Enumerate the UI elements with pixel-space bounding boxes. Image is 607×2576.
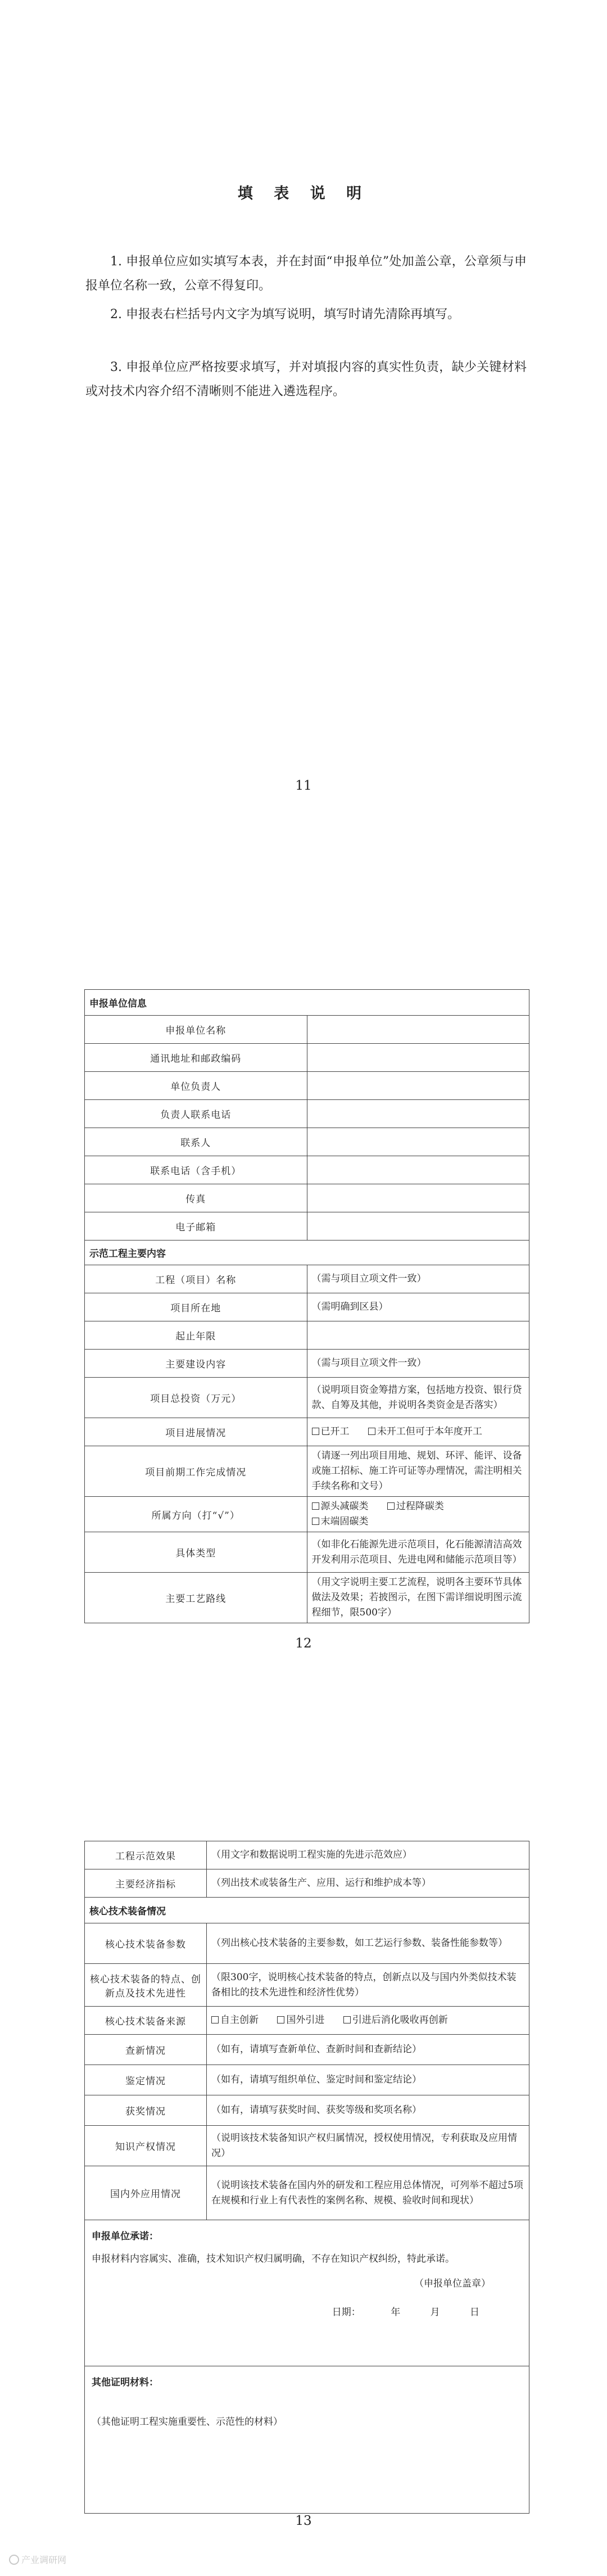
page-instructions [0, 0, 607, 868]
other-materials-heading: 其他证明材料： [92, 2377, 158, 2388]
checkbox-icon [387, 1502, 395, 1510]
instruction-1: 1. 申报单位应如实填写本表，并在封面“申报单位”处加盖公章，公章须与申报单位名称一致，公章不得复印。 [85, 255, 527, 293]
page-title: 填 表 说 明 [237, 185, 370, 202]
field-label: 主要建设内容 [85, 1350, 307, 1378]
demo-effect-field[interactable]: （用文字和数据说明工程实施的先进示范效应） [207, 1841, 529, 1869]
section-header-applicant: 申报单位信息 [85, 990, 529, 1016]
field-label: 知识产权情况 [85, 2126, 207, 2166]
field-label: 项目总投资（万元） [85, 1378, 307, 1418]
checkbox-icon [312, 1518, 319, 1525]
field-label: 具体类型 [85, 1532, 307, 1573]
date-row [89, 2304, 479, 2318]
leader-field[interactable] [307, 1072, 529, 1100]
watermark: 产业调研网 [9, 2553, 66, 2566]
core-features-field[interactable]: （限300字，说明核心技术装备的特点，创新点以及与国内外类似技术装备相比的技术先进性和经济性优势） [207, 1964, 529, 2007]
application-field[interactable]: （说明该技术装备在国内外的研发和工程应用总体情况，可列举不超过5项在规模和行业上有代表性的案例名称、规模、验收时间和现状） [207, 2166, 529, 2220]
construction-content-field[interactable]: （需与项目立项文件一致） [307, 1350, 529, 1378]
leader-phone-field[interactable] [307, 1100, 529, 1128]
field-label: 项目所在地 [85, 1293, 307, 1321]
awards-field[interactable]: （如有，请填写获奖时间、获奖等级和奖项名称） [207, 2095, 529, 2126]
source-options [207, 2007, 529, 2035]
field-label: 鉴定情况 [85, 2065, 207, 2095]
project-location-field[interactable]: （需明确到区县） [307, 1293, 529, 1321]
email-field[interactable] [307, 1212, 529, 1241]
field-label: 查新情况 [85, 2035, 207, 2065]
economic-index-field[interactable]: （列出技术或装备生产、应用、运行和维护成本等） [207, 1869, 529, 1898]
address-field[interactable] [307, 1044, 529, 1072]
field-label: 国内外应用情况 [85, 2166, 207, 2220]
project-name-field[interactable]: （需与项目立项文件一致） [307, 1265, 529, 1293]
fax-field[interactable] [307, 1184, 529, 1212]
field-label: 单位负责人 [85, 1072, 307, 1100]
field-label: 申报单位名称 [85, 1016, 307, 1044]
field-label: 电子邮箱 [85, 1212, 307, 1241]
field-label: 获奖情况 [85, 2095, 207, 2126]
field-label: 主要经济指标 [85, 1869, 207, 1898]
page-core-technology [0, 1720, 607, 2576]
field-label: 主要工艺路线 [85, 1573, 307, 1623]
field-label: 负责人联系电话 [85, 1100, 307, 1128]
seal-label: （申报单位盖章） [414, 2278, 491, 2289]
checkbox-icon [312, 1502, 319, 1510]
progress-options [307, 1418, 529, 1446]
field-label: 核心技术装备来源 [85, 2007, 207, 2035]
novelty-search-field[interactable]: （如有，请填写查新单位、查新时间和查新结论） [207, 2035, 529, 2065]
progress-option-not-started[interactable]: 未开工但可于本年度开工 [368, 1424, 482, 1439]
year-label: 年 [391, 2307, 401, 2318]
total-investment-field[interactable]: （说明项目资金筹措方案，包括地方投资、银行贷款、自筹及其他，并说明各类资金是否落实） [307, 1378, 529, 1418]
contact-field[interactable] [307, 1128, 529, 1156]
field-label: 传真 [85, 1184, 307, 1212]
core-technology-table [84, 1841, 529, 2514]
field-label: 联系人 [85, 1128, 307, 1156]
page-number: 12 [295, 1636, 312, 1651]
page-number: 13 [295, 2514, 312, 2528]
checkbox-icon [368, 1428, 375, 1435]
prework-field[interactable]: （请逐一列出项目用地、规划、环评、能评、设备或施工招标、施工许可证等办理情况，需注明相关手续名称和文号） [307, 1446, 529, 1497]
field-label: 工程示范效果 [85, 1841, 207, 1869]
ip-field[interactable]: （说明该技术装备知识产权归属情况，授权使用情况，专利获取及应用情况） [207, 2126, 529, 2166]
specific-type-field[interactable]: （如非化石能源先进示范项目，化石能源清洁高效开发利用示范项目、先进电网和储能示范项目等） [307, 1532, 529, 1573]
field-label: 通讯地址和邮政编码 [85, 1044, 307, 1072]
checkbox-icon [211, 2016, 219, 2023]
source-option-independent[interactable]: 自主创新 [211, 2013, 259, 2028]
field-label: 起止年限 [85, 1321, 307, 1350]
progress-option-started[interactable]: 已开工 [312, 1424, 350, 1439]
section-header-core: 核心技术装备情况 [85, 1898, 529, 1923]
commitment-cell[interactable] [85, 2220, 529, 2366]
direction-option-end[interactable]: 末端固碳类 [312, 1514, 369, 1529]
field-label: 项目进展情况 [85, 1418, 307, 1446]
other-materials-cell[interactable] [85, 2366, 529, 2514]
page-number: 11 [295, 778, 312, 793]
source-option-reinnovation[interactable]: 引进后消化吸收再创新 [343, 2013, 448, 2028]
date-label: 日期： [332, 2307, 361, 2318]
field-label: 核心技术装备的特点、创新点及技术先进性 [85, 1964, 207, 2007]
instruction-3: 3. 申报单位应严格按要求填写，并对填报内容的真实性负责，缺少关键材料或对技术内容介绍不清晰则不能进入遴选程序。 [85, 360, 527, 399]
direction-option-source[interactable]: 源头减碳类 [312, 1499, 369, 1514]
core-params-field[interactable]: （列出核心技术装备的主要参数，如工艺运行参数、装备性能参数等） [207, 1923, 529, 1964]
instruction-2: 2. 申报表右栏括号内文字为填写说明，填写时请先清除再填写。 [110, 307, 460, 322]
field-label: 工程（项目）名称 [85, 1265, 307, 1293]
process-route-field[interactable]: （用文字说明主要工艺流程，说明各主要环节具体做法及效果；若披图示，在图下需详细说明图示流程细节，限500字） [307, 1573, 529, 1623]
watermark-logo-icon [9, 2555, 19, 2565]
applicant-name-field[interactable] [307, 1016, 529, 1044]
direction-option-process[interactable]: 过程降碳类 [387, 1499, 444, 1514]
section-header-project: 示范工程主要内容 [85, 1241, 529, 1265]
source-option-imported[interactable]: 国外引进 [277, 2013, 324, 2028]
month-label: 月 [430, 2307, 440, 2318]
field-label: 核心技术装备参数 [85, 1923, 207, 1964]
commitment-heading: 申报单位承诺： [92, 2231, 158, 2242]
project-period-field[interactable] [307, 1321, 529, 1350]
appraisal-field[interactable]: （如有，请填写组织单位、鉴定时间和鉴定结论） [207, 2065, 529, 2095]
field-label: 项目前期工作完成情况 [85, 1446, 307, 1497]
other-materials-text: （其他证明工程实施重要性、示范性的材料） [92, 2416, 283, 2428]
direction-options [307, 1497, 529, 1532]
checkbox-icon [312, 1428, 319, 1435]
checkbox-icon [343, 2016, 351, 2023]
field-label: 联系电话（含手机） [85, 1156, 307, 1184]
field-label: 所属方向（打“√”） [85, 1497, 307, 1532]
application-form-table [84, 989, 529, 1623]
day-label: 日 [470, 2307, 479, 2318]
contact-phone-field[interactable] [307, 1156, 529, 1184]
checkbox-icon [277, 2016, 284, 2023]
page-application-form [0, 868, 607, 1720]
commitment-text: 申报材料内容属实、准确，技术知识产权归属明确，不存在知识产权纠纷，特此承诺。 [92, 2253, 455, 2265]
